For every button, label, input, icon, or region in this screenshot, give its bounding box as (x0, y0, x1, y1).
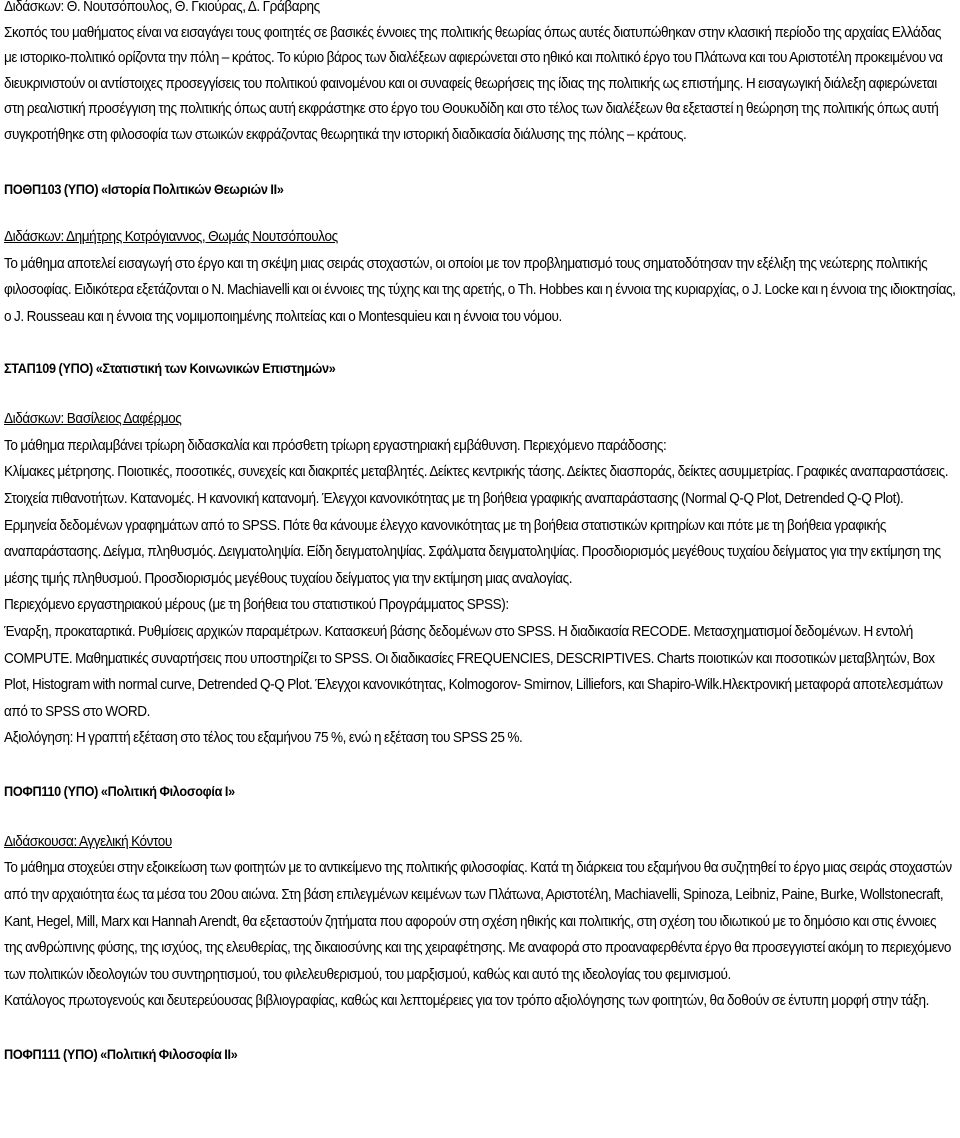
instructor-names: Βασίλειος Δαφέρμος (63, 411, 182, 428)
instructor-label: Διδάσκων: (4, 229, 64, 245)
course-heading-stap109: ΣΤΑΠ109 (ΥΠΟ) «Στατιστική των Κοινωνικών Επιστημών» (4, 361, 336, 377)
course-paragraph: Αξιολόγηση: Η γραπτή εξέταση στο τέλος του εξαμήνου 75 %, ενώ η εξέταση του SPSS 25 %. (4, 730, 523, 747)
instructor-names: Δημήτρης Κοτρόγιαννος, Θωμάς Νουτσόπουλος (63, 229, 338, 245)
course-paragraph: Περιεχόμενο εργαστηριακού μέρους (με τη βοήθεια του στατιστικού Προγράμματος SPSS): (4, 597, 509, 614)
course-paragraph: Το μάθημα περιλαμβάνει τρίωρη διδασκαλία και πρόσθετη τρίωρη εργαστηριακή εμβάθυνση. Περιεχόμενο παράδοσης: (4, 437, 667, 454)
course-paragraph: Το μάθημα αποτελεί εισαγωγή στο έργο και τη σκέψη μιας σειράς στοχαστών, οι οποίοι με τον προβληματισμό τους σηματοδότησαν την εξέλιξη της νεώτερης πολιτικής φιλοσοφίας. Ειδικότερα εξετάζονται ο N. Machiavelli και οι έννοιες της τύχης και της αρετής, ο Th. Hobbes και η έννοια της κυριαρχίας, ο J. Locke και η έννοια της ιδιοκτησίας, ο J. Rousseau και η έννοια της νομιμοποιημένης πολιτείας και ο Montesquieu και η έννοια του νόμου. (4, 255, 956, 325)
document-page (4, 0, 956, 1065)
instructor-label: Διδάσκων: (4, 411, 64, 428)
intro-instructors: Διδάσκων: Θ. Νουτσόπουλος, Θ. Γκιούρας, Δ. Γράβαρης (4, 0, 320, 15)
intro-paragraph: Σκοπός του μαθήματος είναι να εισαγάγει τους φοιτητές σε βασικές έννοιες της πολιτικής θεωρίας όπως αυτές διατυπώθηκαν στην κλασική περίοδο της αρχαίας Ελλάδας με ιστορικο-πολιτικό ορίζοντα την πόλη – κράτος. Το κύριο βάρος των διαλέξεων αφιερώνεται στο ηθικό και πολιτικό έργο του Πλάτωνα και του Αριστοτέλη προκειμένου να διευκρινιστούν οι αντίστοιχες προσεγγίσεις του πολιτικού φαινομένου και οι συναφείς θεωρήσεις της ίδιας της πολιτικής ως επιστήμης. Η εισαγωγική διάλεξη αφιερώνεται στη ρεαλιστική προσέγγιση της πολιτικής όπως αυτή εκφράστηκε στο έργο του Θουκυδίδη και στο τέλος των διαλέξεων θα εξεταστεί η θεώρηση της πολιτικής όπως αυτή συγκροτήθηκε στη φιλοσοφία των στωικών εκφράζοντας θεωρητικά την ιστορική διαδικασία διάλυσης της πόλης – κράτους. (4, 24, 943, 143)
course-paragraph: Κατάλογος πρωτογενούς και δευτερεύουσας βιβλιογραφίας, καθώς και λεπτομέρειες για τον τρόπο αξιολόγησης των φοιτητών, θα δοθούν σε έντυπη μορφή στην τάξη. (4, 993, 930, 1010)
course-instructor-pofp110 (4, 830, 956, 856)
course-instructor-stap109 (4, 407, 956, 433)
course-paragraph: Το μάθημα στοχεύει στην εξοικείωση των φοιτητών με το αντικείμενο της πολιτικής φιλοσοφίας. Κατά τη διάρκεια του εξαμήνου θα συζητηθεί το έργο μιας σειράς στοχαστών από την αρχαιότητα έως τα μέσα του 20ου αιώνα. Στη βάση επιλεγμένων κειμένων των Πλάτωνα, Αριστοτέλη, Machiavelli, Spinoza, Leibniz, Paine, Burke, Wollstonecraft, Kant, Hegel, Mill, Marx και Hannah Arendt, θα εξεταστούν ζητήματα που αφορούν στη σχέση ηθικής και πολιτικής, στη σχέση του ιδιωτικού με το δημόσιο και στις έννοιες της ανθρώπινης φύσης, της ισχύος, της ελευθερίας, της δικαιοσύνης και της χειραφέτησης. Με αναφορά στο προαναφερθέντα έργο θα προσεγγιστεί ακόμη το περιεχόμενο των πολιτικών ιδεολογιών του συντηρητισμού, του φιλελευθερισμού, του μαρξισμού, καθώς και αυτό της ιδεολογίας του φεμινισμού. (4, 860, 952, 983)
course-heading-pofp110: ΠΟΦΠ110 (ΥΠΟ) «Πολιτική Φιλοσοφία Ι» (4, 783, 235, 799)
course-heading-pofp111: ΠΟΦΠ111 (ΥΠΟ) «Πολιτική Φιλοσοφία ΙΙ» (4, 1046, 238, 1062)
course-paragraph: Κλίμακες μέτρησης. Ποιοτικές, ποσοτικές, συνεχείς και διακριτές μεταβλητές. Δείκτες κεντρικής τάσης. Δείκτες διασποράς, δείκτες ασυμμετρίας. Γραφικές αναπαραστάσεις. Στοιχεία πιθανοτήτων. Κατανομές. Η κανονική κατανομή. Έλεγχοι κανονικότητας με τη βοήθεια γραφικής αναπαράστασης (Normal Q-Q Plot, Detrended Q-Q Plot). Ερμηνεία δεδομένων γραφημάτων από το SPSS. Πότε θα κάνουμε έλεγχο κανονικότητας με τη βοήθεια στατιστικών κριτηρίων και πότε με τη βοήθεια γραφικής αναπαράστασης. Δείγμα, πληθυσμός. Δειγματοληψία. Είδη δειγματοληψίας. Σφάλματα δειγματοληψίας. Προσδιορισμός μεγέθους τυχαίου δείγματος για την εκτίμηση της μέσης τιμής πληθυσμού. Προσδιορισμός μεγέθους τυχαίου δείγματος για την εκτίμηση μιας αναλογίας. (4, 464, 949, 587)
instructor-names: Αγγελική Κόντου (76, 833, 172, 850)
course-heading-poth103: ΠΟΘΠ103 (ΥΠΟ) «Ιστορία Πολιτικών Θεωριών ΙΙ» (4, 182, 284, 197)
course-instructor-poth103 (4, 225, 956, 251)
course-paragraph: Έναρξη, προκαταρτικά. Ρυθμίσεις αρχικών παραμέτρων. Κατασκευή βάσης δεδομένων στο SPSS. Η διαδικασία RECODE. Μετασχηματισμοί δεδομένων. Η εντολή COMPUTE. Μαθηματικές συναρτήσεις που υποστηρίζει το SPSS. Οι διαδικασίες FREQUENCIES, DESCRIPTIVES. Charts ποιοτικών και ποσοτικών μεταβλητών, Box Plot, Histogram with normal curve, Detrended Q-Q Plot. Έλεγχοι κανονικότητας, Kolmogorov- Smirnov, Lilliefors, και Shapiro-Wilk.Ηλεκτρονική μεταφορά αποτελεσμάτων από το SPSS στο WORD. (4, 623, 943, 720)
instructor-label: Διδάσκουσα: (4, 833, 77, 850)
